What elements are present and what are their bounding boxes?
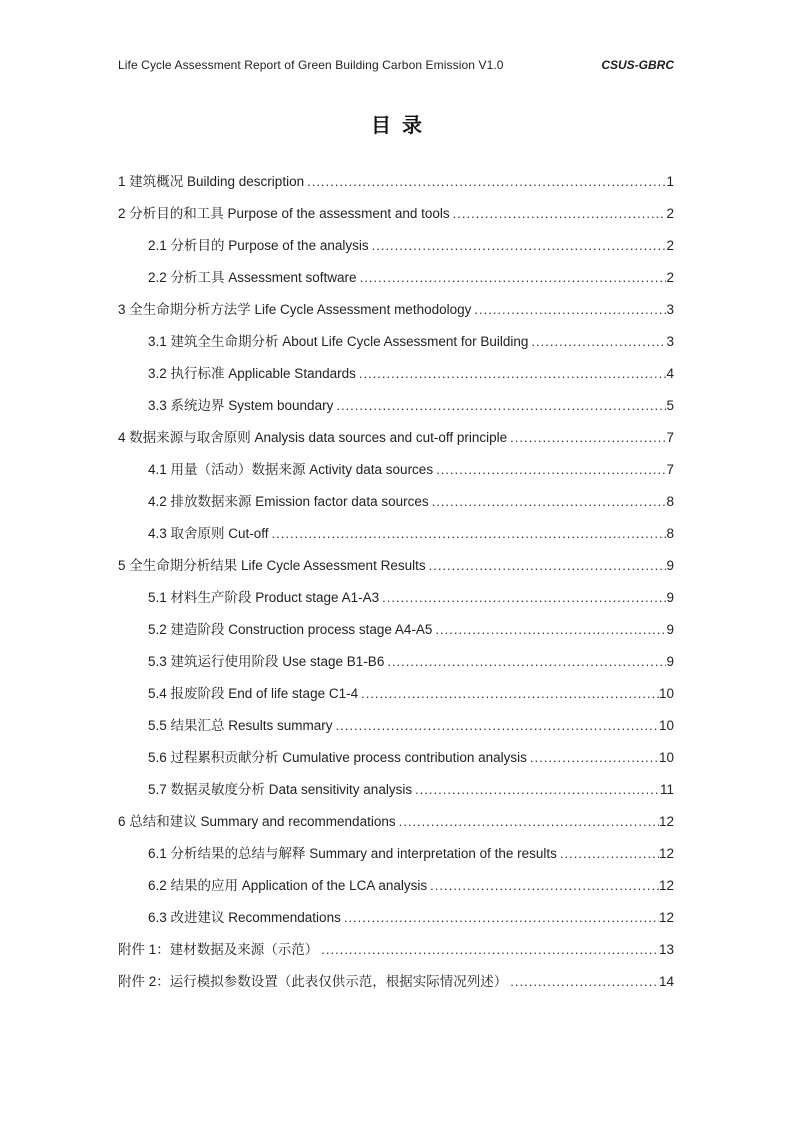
toc-entry-page-number: 13 <box>658 942 674 957</box>
toc-entry-page-number: 12 <box>658 846 674 861</box>
toc-entry-page-number: 8 <box>666 526 674 541</box>
toc-entry-label: 5.5 结果汇总 Results summary <box>148 718 333 733</box>
header-document-title: Life Cycle Assessment Report of Green Building Carbon Emission V1.0 <box>118 58 504 72</box>
toc-entry-label: 6.3 改进建议 Recommendations <box>148 910 341 925</box>
toc-entry-label: 5.1 材料生产阶段 Product stage A1-A3 <box>148 590 380 605</box>
toc-entry-page-number: 5 <box>666 398 674 413</box>
toc-leader-dots <box>435 620 666 640</box>
toc-entry-label: 6.1 分析结果的总结与解释 Summary and interpretation of the results <box>148 846 557 861</box>
toc-entry[interactable] <box>118 908 674 928</box>
toc-leader-dots <box>387 652 666 672</box>
toc-leader-dots <box>432 492 667 512</box>
toc-leader-dots <box>531 332 666 352</box>
toc-entry[interactable] <box>118 940 674 960</box>
toc-entry[interactable] <box>118 620 674 640</box>
toc-leader-dots <box>530 748 659 768</box>
toc-entry[interactable] <box>118 524 674 544</box>
toc-leader-dots <box>372 236 667 256</box>
toc-entry-label: 3.2 执行标准 Applicable Standards <box>148 366 356 381</box>
toc-entry-page-number: 10 <box>658 686 674 701</box>
toc-entry[interactable] <box>118 364 674 384</box>
toc-entry-label: 3.3 系统边界 System boundary <box>148 398 334 413</box>
toc-entry-page-number: 10 <box>658 718 674 733</box>
toc-entry-page-number: 2 <box>666 206 674 221</box>
toc-entry[interactable] <box>118 972 674 992</box>
toc-entry-label: 4.2 排放数据来源 Emission factor data sources <box>148 494 429 509</box>
toc-leader-dots <box>474 300 666 320</box>
toc-leader-dots <box>510 972 659 992</box>
toc-entry[interactable] <box>118 204 674 224</box>
toc-entry-page-number: 7 <box>666 462 674 477</box>
toc-leader-dots <box>560 844 659 864</box>
toc-entry-page-number: 9 <box>666 622 674 637</box>
toc-entry-label: 5.7 数据灵敏度分析 Data sensitivity analysis <box>148 782 413 797</box>
toc-leader-dots <box>336 716 659 736</box>
toc-entry[interactable] <box>118 236 674 256</box>
toc-entry-label: 5.6 过程累积贡献分析 Cumulative process contribution analysis <box>148 750 527 765</box>
toc-entry-label: 2 分析目的和工具 Purpose of the assessment and tools <box>118 206 450 221</box>
toc-entry[interactable] <box>118 780 674 800</box>
toc-entry-page-number: 2 <box>666 270 674 285</box>
toc-leader-dots <box>429 556 667 576</box>
toc-leader-dots <box>361 684 659 704</box>
toc-entry[interactable] <box>118 428 674 448</box>
toc-entry[interactable] <box>118 268 674 288</box>
toc-entry-label: 2.2 分析工具 Assessment software <box>148 270 357 285</box>
toc-entry-label: 附件 1：建材数据及来源（示范） <box>118 942 319 957</box>
toc-entry-page-number: 7 <box>666 430 674 445</box>
toc-leader-dots <box>430 876 659 896</box>
toc-leader-dots <box>321 940 659 960</box>
toc-leader-dots <box>272 524 667 544</box>
toc-entry-label: 3 全生命期分析方法学 Life Cycle Assessment methodology <box>118 302 472 317</box>
toc-entry[interactable] <box>118 844 674 864</box>
toc-entry-page-number: 12 <box>658 814 674 829</box>
toc-entry-label: 4 数据来源与取舍原则 Analysis data sources and cut-off principle <box>118 430 508 445</box>
toc-entry-page-number: 12 <box>658 878 674 893</box>
toc-entry-label: 附件 2：运行模拟参数设置（此表仅供示范，根据实际情况列述） <box>118 974 508 989</box>
toc-entry-page-number: 2 <box>666 238 674 253</box>
toc-entry-label: 6 总结和建议 Summary and recommendations <box>118 814 396 829</box>
toc-entry-label: 2.1 分析目的 Purpose of the analysis <box>148 238 369 253</box>
toc-entry[interactable] <box>118 652 674 672</box>
toc-entry-page-number: 4 <box>666 366 674 381</box>
toc-entry-page-number: 3 <box>666 302 674 317</box>
toc-leader-dots <box>336 396 666 416</box>
toc-entry[interactable] <box>118 716 674 736</box>
toc-leader-dots <box>415 780 660 800</box>
toc-leader-dots <box>382 588 666 608</box>
toc-leader-dots <box>344 908 659 928</box>
toc-entry-page-number: 1 <box>666 174 674 189</box>
toc-entry[interactable] <box>118 556 674 576</box>
toc-entry-label: 1 建筑概况 Building description <box>118 174 305 189</box>
toc-entry-label: 4.3 取舍原则 Cut-off <box>148 526 269 541</box>
toc-entry-label: 3.1 建筑全生命期分析 About Life Cycle Assessment for Building <box>148 334 529 349</box>
toc-entry-label: 4.1 用量（活动）数据来源 Activity data sources <box>148 462 434 477</box>
toc-entry-page-number: 9 <box>666 654 674 669</box>
toc-entry-page-number: 9 <box>666 558 674 573</box>
toc-entry[interactable] <box>118 332 674 352</box>
toc-entry-page-number: 9 <box>666 590 674 605</box>
toc-entry[interactable] <box>118 684 674 704</box>
toc-entry[interactable] <box>118 172 674 192</box>
toc-leader-dots <box>359 364 667 384</box>
toc-title: 目 录 <box>370 115 423 137</box>
toc-leader-dots <box>307 172 666 192</box>
toc-entry[interactable] <box>118 812 674 832</box>
toc-entry[interactable] <box>118 748 674 768</box>
toc-entry[interactable] <box>118 588 674 608</box>
toc-entry-label: 5.4 报废阶段 End of life stage C1-4 <box>148 686 359 701</box>
toc-entry-page-number: 3 <box>666 334 674 349</box>
toc-entry-label: 5.3 建筑运行使用阶段 Use stage B1-B6 <box>148 654 385 669</box>
page-header <box>118 58 674 72</box>
toc-entry-page-number: 12 <box>658 910 674 925</box>
toc-leader-dots <box>436 460 666 480</box>
toc-entry[interactable] <box>118 460 674 480</box>
toc-entry-page-number: 8 <box>666 494 674 509</box>
toc-leader-dots <box>453 204 667 224</box>
header-standard-code: CSUS-GBRC <box>601 58 674 72</box>
toc-leader-dots <box>360 268 667 288</box>
toc-entry[interactable] <box>118 492 674 512</box>
toc-entry-page-number: 10 <box>658 750 674 765</box>
toc-entry-page-number: 11 <box>659 782 674 797</box>
toc-entry[interactable] <box>118 876 674 896</box>
toc-list <box>118 172 674 1004</box>
toc-entry-label: 5 全生命期分析结果 Life Cycle Assessment Results <box>118 558 426 573</box>
toc-entry[interactable] <box>118 396 674 416</box>
toc-entry-label: 6.2 结果的应用 Application of the LCA analysis <box>148 878 428 893</box>
toc-leader-dots <box>399 812 659 832</box>
toc-entry[interactable] <box>118 300 674 320</box>
toc-entry-page-number: 14 <box>658 974 674 989</box>
toc-leader-dots <box>510 428 666 448</box>
toc-entry-label: 5.2 建造阶段 Construction process stage A4-A5 <box>148 622 433 637</box>
